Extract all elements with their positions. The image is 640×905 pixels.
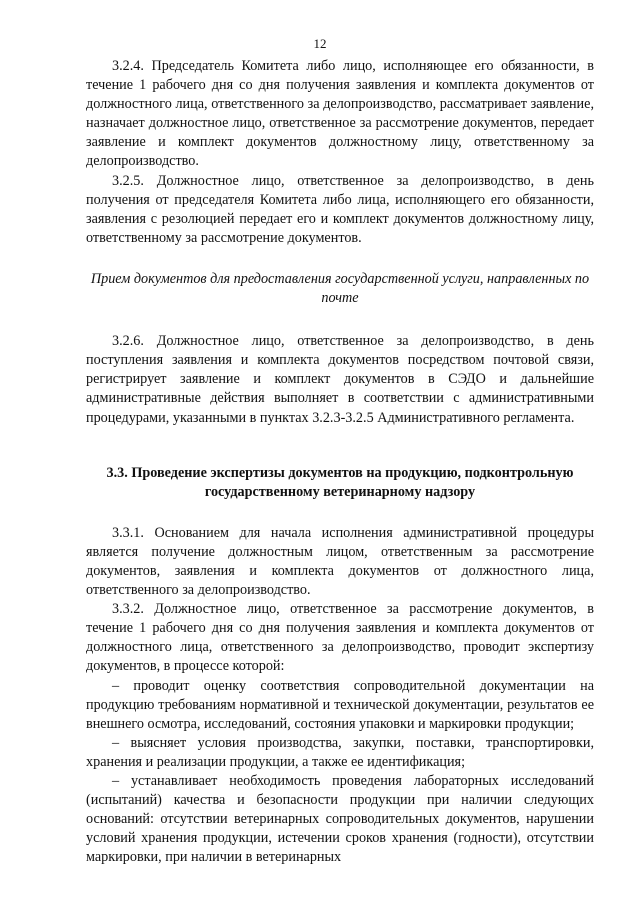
list-item: – проводит оценку соответствия сопроводительной документации на продукцию требованиям нормативной и технической документации, результатов ее внешнего осмотра, исследований, состояния упаковки и маркировки продукции; — [86, 677, 594, 732]
paragraph-3-3-1: 3.3.1. Основанием для начала исполнения административной процедуры является получение должностным лицом, ответственным за рассмотрение документов, заявления и комплекта документов от должностного лица, ответственного за делопроизводство. — [86, 524, 594, 599]
subheading-postal-documents: Прием документов для предоставления государственной услуги, направленных по почте — [90, 270, 590, 307]
document-body — [86, 57, 594, 867]
list-item: – устанавливает необходимость проведения лабораторных исследований (испытаний) качества и безопасности продукции при наличии следующих оснований: отсутствии ветеринарных сопроводительных документов, нарушении условий хранения продукции, истечении сроков хранения (годности), отсутствии маркировки, при наличии в ветеринарных — [86, 773, 594, 866]
paragraph-3-2-4: 3.2.4. Председатель Комитета либо лицо, исполняющее его обязанности, в течение 1 рабочего дня со дня получения заявления и комплекта документов от должностного лица, ответственного за делопроизводство, рассматривает заявление, назначает должностное лицо, ответственное за рассмотрение документов, передает заявление и комплект документов должностному лицу, ответственному за делопроизводство. — [86, 58, 594, 170]
paragraph-3-2-6: 3.2.6. Должностное лицо, ответственное за делопроизводство, в день поступления заявления и комплекта документов посредством почтовой связи, регистрирует заявление и комплект документов в СЭДО и дальнейшие административные действия выполняет в соответствии с административными процедурами, указанными в пунктах 3.2.3-3.2.5 Административного регламента. — [86, 333, 594, 426]
list-item: – выясняет условия производства, закупки, поставки, транспортировки, хранения и реализации продукции, а также ее идентификация; — [86, 734, 594, 770]
paragraph-3-2-5: 3.2.5. Должностное лицо, ответственное за делопроизводство, в день получения от председателя Комитета либо лица, исполняющего его обязанности, заявления с резолюцией передает его и комплект документов должностному лицу, ответственному за рассмотрение документов. — [86, 172, 594, 246]
paragraph-3-3-2: 3.3.2. Должностное лицо, ответственное за рассмотрение документов, в течение 1 рабочего дня со дня получения заявления и комплекта документов от должностного лица, ответственного за делопроизводство, проводит экспертизу документов, в процессе которой: — [86, 601, 594, 675]
page-number: 12 — [313, 36, 327, 51]
section-title-3-3: 3.3. Проведение экспертизы документов на продукцию, подконтрольную государственному ветеринарному надзору — [106, 464, 574, 500]
